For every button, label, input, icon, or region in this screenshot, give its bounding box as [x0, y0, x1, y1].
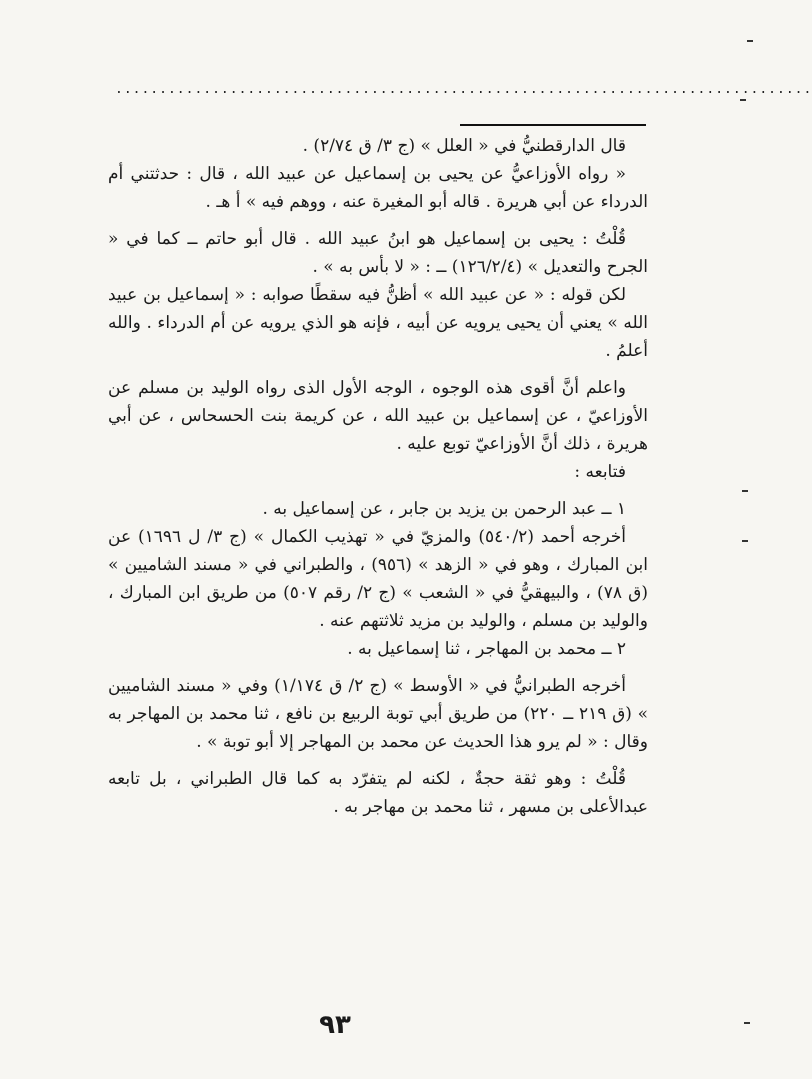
- page-number: ٩٣: [319, 1010, 351, 1040]
- horizontal-rule: [460, 124, 646, 126]
- edge-mark: [747, 40, 753, 42]
- paragraph-5: واعلم أنَّ أقوى هذه الوجوه ، الوجه الأول الذى رواه الوليد بن مسلم عن الأوزاعيّ ، عن إسماعيل بن عبيد الله ، عن كريمة بنت الحسحاس ، عن أبي هريرة ، ذلك أنَّ الأوزاعيّ توبع عليه .: [108, 378, 648, 454]
- paragraph-8: أخرجه أحمد (٥٤٠/٢) والمزيّ في « تهذيب الكمال » (ج ٣/ ل ١٦٩٦) عن ابن المبارك ، وهو في « الزهد » (٩٥٦) ، والطبراني في « مسند الشاميين » (ق ٧٨) ، والبيهقيُّ في « الشعب » (ج ٢/ رقم ٥٠٧) من طريق ابن المبارك ، والوليد بن مسلم ، والوليد بن مزيد ثلاثتهم عنه .: [108, 527, 648, 631]
- paragraph-3: قُلْتُ : يحيى بن إسماعيل هو ابنُ عبيد الله . قال أبو حاتم ــ كما في « الجرح والتعديل » (١٢٦/٢/٤) ــ : « لا بأس به » .: [108, 229, 648, 277]
- paragraph-4: لكن قوله : « عن عبيد الله » أظنُّ فيه سقطًا صوابه : « إسماعيل بن عبيد الله » يعني أن يحيى يرويه عن أبيه ، فإنه هو الذي يرويه عن أم الدرداء . والله أعلمُ .: [108, 285, 648, 361]
- dotted-separator: ...............................................................................: [115, 82, 812, 97]
- paragraph-7: ١ ــ عبد الرحمن بن يزيد بن جابر ، عن إسماعيل به .: [262, 499, 626, 519]
- paragraph-11: قُلْتُ : وهو ثقة حجةٌ ، لكنه لم يتفرّد به كما قال الطبراني ، بل تابعه عبدالأعلى بن مسهر ، ثنا محمد بن مهاجر به .: [108, 769, 648, 817]
- paragraph-1: قال الدارقطنيُّ في « العلل » (ج ٣/ ق ٢/٧٤) .: [302, 136, 626, 156]
- paragraph-6: فتابعه :: [574, 462, 626, 482]
- page-body: [108, 132, 648, 821]
- paragraph-10: أخرجه الطبرانيُّ في « الأوسط » (ج ٢/ ق ١/١٧٤) وفي « مسند الشاميين » (ق ٢١٩ ــ ٢٢٠) من طريق أبي توبة الربيع بن نافع ، ثنا محمد بن المهاجر به وقال : « لم يرو هذا الحديث عن محمد بن المهاجر إلا أبو توبة » .: [108, 676, 648, 752]
- edge-mark: [744, 1022, 750, 1024]
- edge-mark: [740, 99, 746, 101]
- paragraph-2: « رواه الأوزاعيُّ عن يحيى بن إسماعيل عن عبيد الله ، قال : حدثتني أم الدرداء عن أبي هريرة . قاله أبو المغيرة عنه ، ووهم فيه » أ هـ .: [108, 164, 648, 212]
- paragraph-9: ٢ ــ محمد بن المهاجر ، ثنا إسماعيل به .: [347, 639, 626, 659]
- edge-mark: [742, 490, 748, 492]
- edge-mark: [742, 540, 748, 542]
